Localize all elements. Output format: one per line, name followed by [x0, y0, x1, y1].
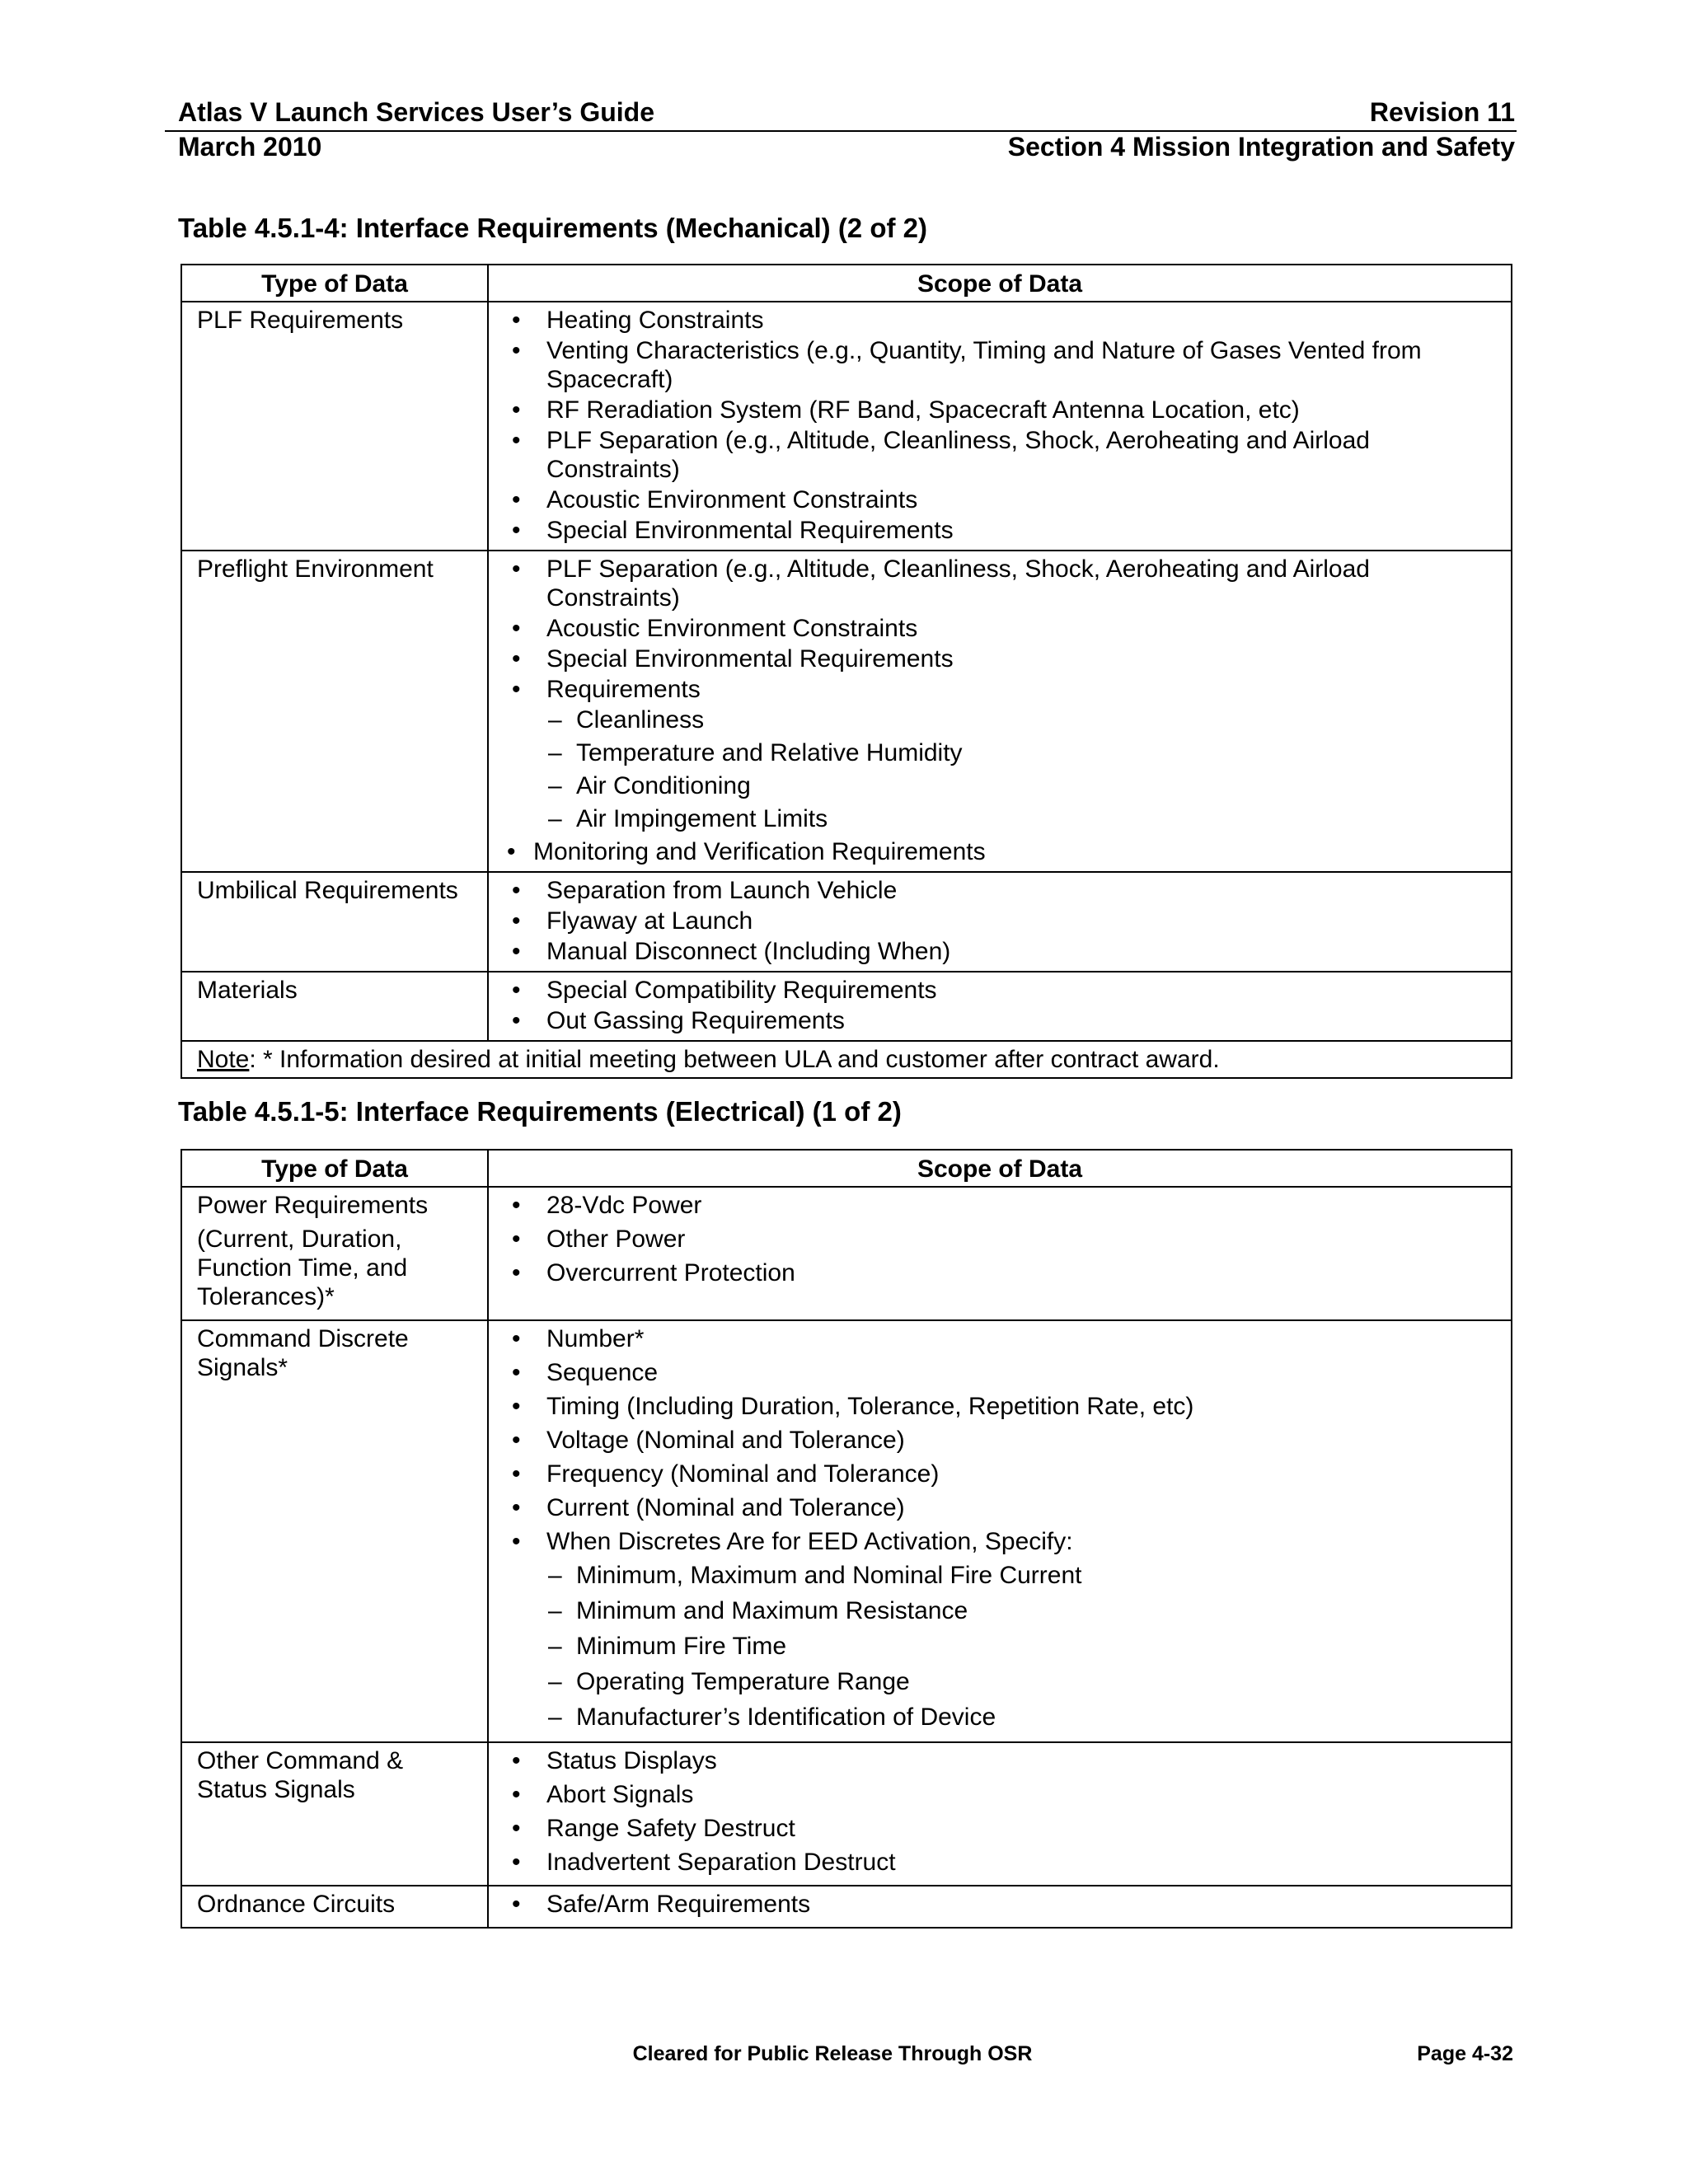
- header-row-bottom: [178, 132, 1515, 166]
- header-divider: [165, 130, 1517, 132]
- sub-list-item: – Air Impingement Limits: [504, 804, 1503, 833]
- list-item: • Abort Signals: [504, 1780, 1503, 1809]
- table-row: [181, 972, 1512, 1041]
- table-row: [181, 551, 1512, 872]
- type-cell: Preflight Environment: [181, 551, 488, 872]
- list-item: • Acoustic Environment Constraints: [504, 485, 1503, 514]
- list-item: • Special Environmental Requirements: [504, 516, 1503, 545]
- scope-list: [504, 1890, 1503, 1919]
- page-header: [178, 97, 1515, 166]
- scope-cell: [488, 1742, 1512, 1886]
- column-header-type: Type of Data: [181, 265, 488, 302]
- type-cell: [181, 1187, 488, 1320]
- header-row-top: [178, 97, 1515, 132]
- list-item: • Overcurrent Protection: [504, 1258, 1503, 1287]
- table-electrical: [181, 1149, 1512, 1929]
- type-cell: Ordnance Circuits: [181, 1886, 488, 1928]
- list-item: • Acoustic Environment Constraints: [504, 614, 1503, 643]
- list-item: • Sequence: [504, 1358, 1503, 1387]
- document-title: Atlas V Launch Services User’s Guide: [178, 97, 655, 127]
- table-electrical-title: Table 4.5.1-5: Interface Requirements (Electrical) (1 of 2): [178, 1096, 902, 1127]
- sub-list-item: – Minimum Fire Time: [504, 1632, 1503, 1661]
- sub-list-item: – Operating Temperature Range: [504, 1667, 1503, 1696]
- type-cell: Materials: [181, 972, 488, 1041]
- scope-cell: [488, 302, 1512, 551]
- table-row: [181, 1187, 1512, 1320]
- list-item: • Out Gassing Requirements: [504, 1006, 1503, 1035]
- list-item: • Venting Characteristics (e.g., Quantity, Timing and Nature of Gases Vented from Spacecraft): [504, 336, 1503, 394]
- release-statement: Cleared for Public Release Through OSR: [632, 2042, 1033, 2065]
- type-label: Power Requirements: [197, 1192, 429, 1219]
- list-item: • Flyaway at Launch: [504, 907, 1503, 935]
- scope-list: [504, 976, 1503, 1035]
- scope-list: [504, 1191, 1503, 1287]
- sub-list-item: – Cleanliness: [504, 705, 1503, 734]
- table-header-row: [181, 1150, 1512, 1187]
- list-item: • Frequency (Nominal and Tolerance): [504, 1460, 1503, 1488]
- list-item: • Range Safety Destruct: [504, 1814, 1503, 1843]
- list-item: • PLF Separation (e.g., Altitude, Cleanliness, Shock, Aeroheating and Airload Constraints): [504, 426, 1503, 484]
- table-mechanical-title: Table 4.5.1-4: Interface Requirements (Mechanical) (2 of 2): [178, 213, 927, 243]
- scope-cell: [488, 972, 1512, 1041]
- scope-list: [504, 1324, 1503, 1732]
- sub-list-item: – Minimum and Maximum Resistance: [504, 1596, 1503, 1625]
- list-item: • Status Displays: [504, 1746, 1503, 1775]
- scope-list: [504, 306, 1503, 545]
- list-item: • Monitoring and Verification Requirements: [504, 837, 1503, 866]
- section-label: Section 4 Mission Integration and Safety: [1007, 132, 1515, 162]
- page-number: Page 4-32: [1417, 2042, 1513, 2065]
- sub-list-item: – Temperature and Relative Humidity: [504, 738, 1503, 767]
- scope-list: [504, 555, 1503, 866]
- list-item: • Current (Nominal and Tolerance): [504, 1493, 1503, 1522]
- type-cell: Command Discrete Signals*: [181, 1320, 488, 1742]
- list-item: • When Discretes Are for EED Activation, Specify:: [504, 1527, 1503, 1556]
- table-note-row: [181, 1041, 1512, 1078]
- list-item: • Number*: [504, 1324, 1503, 1353]
- list-item: • Timing (Including Duration, Tolerance, Repetition Rate, etc): [504, 1392, 1503, 1421]
- document-date: March 2010: [178, 132, 322, 162]
- table-row: [181, 1886, 1512, 1928]
- list-item: • PLF Separation (e.g., Altitude, Cleanliness, Shock, Aeroheating and Airload Constraints): [504, 555, 1503, 612]
- table-note: [181, 1041, 1512, 1078]
- list-item: • Voltage (Nominal and Tolerance): [504, 1426, 1503, 1455]
- list-item: • Separation from Launch Vehicle: [504, 876, 1503, 905]
- table-row: [181, 1320, 1512, 1742]
- scope-list: [504, 876, 1503, 966]
- scope-list: [504, 1746, 1503, 1877]
- list-item: • Special Compatibility Requirements: [504, 976, 1503, 1005]
- table-mechanical: [181, 264, 1512, 1079]
- list-item: • Special Environmental Requirements: [504, 644, 1503, 673]
- list-item: • Inadvertent Separation Destruct: [504, 1848, 1503, 1877]
- list-item: • Safe/Arm Requirements: [504, 1890, 1503, 1919]
- list-item: • RF Reradiation System (RF Band, Spacecraft Antenna Location, etc): [504, 396, 1503, 424]
- type-cell: PLF Requirements: [181, 302, 488, 551]
- table-row: [181, 1742, 1512, 1886]
- type-cell: Umbilical Requirements: [181, 872, 488, 972]
- sub-list-item: – Air Conditioning: [504, 771, 1503, 800]
- sub-list-item: – Manufacturer’s Identification of Device: [504, 1703, 1503, 1732]
- scope-cell: [488, 551, 1512, 872]
- list-item: • Requirements: [504, 675, 1503, 704]
- list-item: • 28-Vdc Power: [504, 1191, 1503, 1220]
- table-header-row: [181, 265, 1512, 302]
- column-header-scope: Scope of Data: [488, 265, 1512, 302]
- scope-cell: [488, 1886, 1512, 1928]
- revision-label: Revision 11: [1369, 97, 1515, 127]
- table-row: [181, 872, 1512, 972]
- list-item: • Other Power: [504, 1225, 1503, 1254]
- column-header-type: Type of Data: [181, 1150, 488, 1187]
- column-header-scope: Scope of Data: [488, 1150, 1512, 1187]
- sub-list-item: – Minimum, Maximum and Nominal Fire Current: [504, 1561, 1503, 1590]
- list-item: • Manual Disconnect (Including When): [504, 937, 1503, 966]
- type-detail: (Current, Duration, Function Time, and Tolerances)*: [197, 1226, 408, 1310]
- list-item: • Heating Constraints: [504, 306, 1503, 335]
- note-label: Note: [197, 1046, 250, 1073]
- scope-cell: [488, 1187, 1512, 1320]
- scope-cell: [488, 1320, 1512, 1742]
- scope-cell: [488, 872, 1512, 972]
- note-text: : * Information desired at initial meeting between ULA and customer after contract award.: [249, 1046, 1220, 1073]
- table-row: [181, 302, 1512, 551]
- type-cell: Other Command & Status Signals: [181, 1742, 488, 1886]
